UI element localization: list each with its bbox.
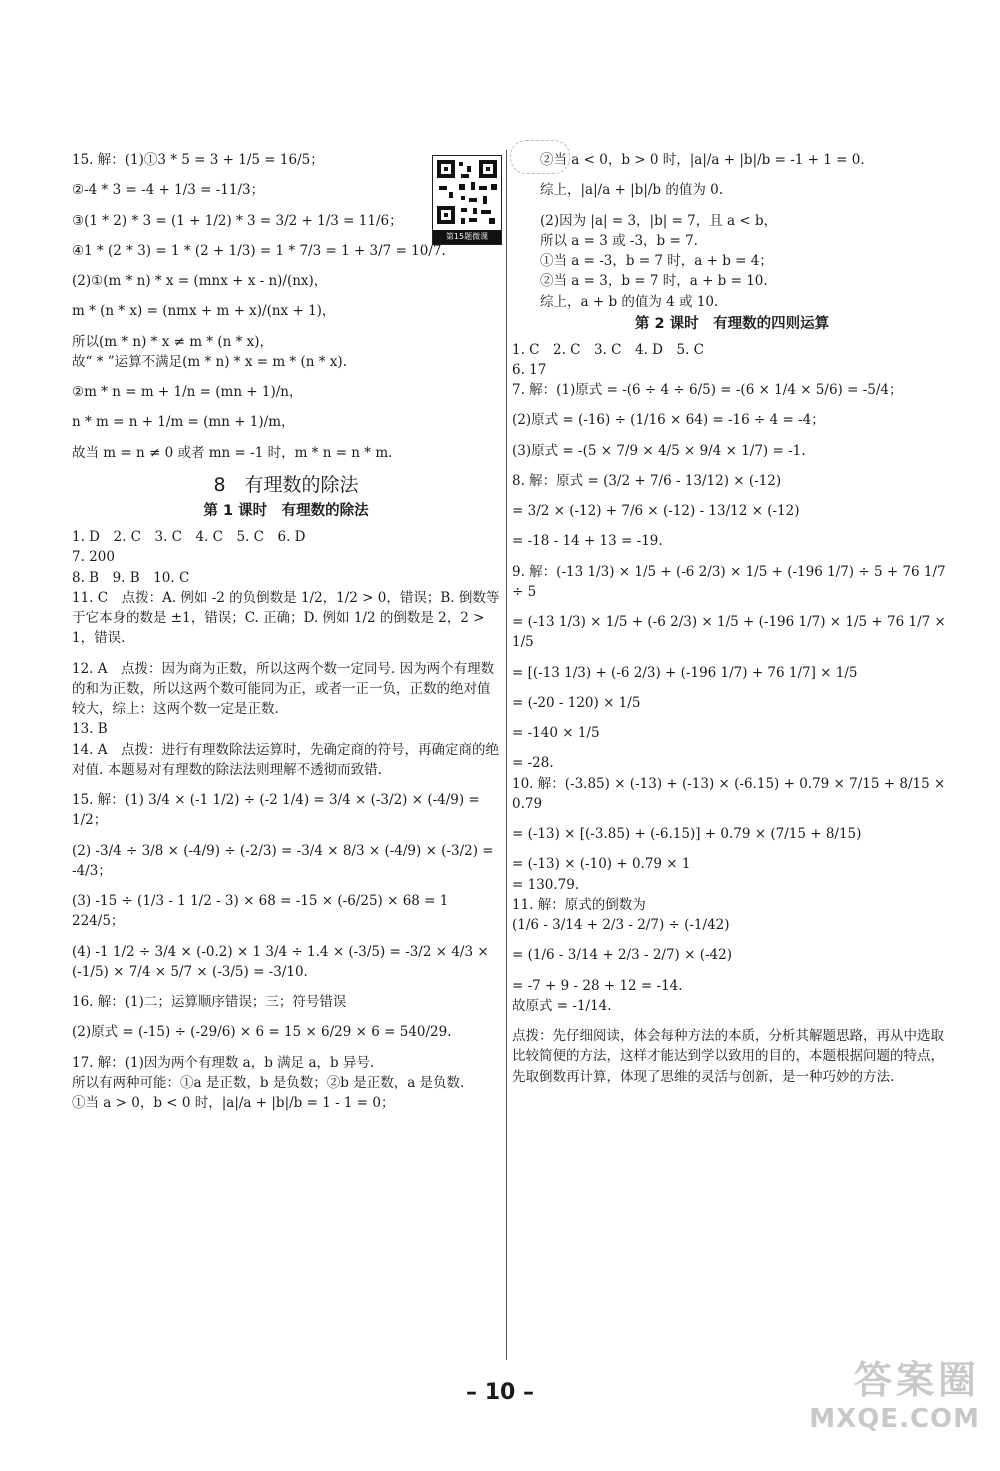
watermark-logo	[770, 1349, 980, 1459]
answer-line: 8. B 9. B 10. C	[72, 569, 190, 586]
section-title: 8 有理数的除法	[213, 473, 359, 496]
answer-line: = 130.79.	[512, 876, 580, 893]
watermark-top: 答案圈	[853, 1358, 980, 1402]
answer-line: = -18 - 14 + 13 = -19.	[512, 533, 663, 550]
answer-line: = (-13) × (-10) + 0.79 × 1	[512, 856, 691, 873]
answer-line: (3) -15 ÷ (1/3 - 1 1/2 - 3) × 68 = -15 × (-6/25) × 68 = 1 224/5；	[72, 893, 449, 930]
text-line: ②当 a < 0，b > 0 时，|a|/a + |b|/b = -1 + 1 = 0.	[540, 152, 865, 168]
text-line: 综上，|a|/a + |b|/b 的值为 0.	[540, 182, 724, 199]
answer-line: = -28.	[512, 755, 554, 772]
answer-line: ①当 a > 0，b < 0 时，|a|/a + |b|/b = 1 - 1 = 0；	[72, 1095, 395, 1111]
answer-line: 1. C 2. C 3. C 4. D 5. C	[512, 341, 704, 358]
answer-line: = (-13 1/3) × 1/5 + (-6 2/3) × 1/5 + (-196 1/7) × 1/5 + 76 1/7 × 1/5	[512, 614, 946, 651]
lesson-title: 第 2 课时 有理数的四则运算	[634, 315, 830, 332]
column-divider	[506, 150, 507, 1360]
text-line: ②-4 * 3 = -4 + 1/3 = -11/3；	[72, 182, 265, 199]
text-line: 所以 a = 3 或 -3，b = 7.	[540, 232, 698, 249]
answer-line: = -140 × 1/5	[512, 725, 600, 741]
answer-line: 所以有两种可能：①a 是正数，b 是负数；②b 是正数，a 是负数.	[72, 1074, 465, 1091]
text-line: ②当 a = 3，b = 7 时，a + b = 10.	[540, 273, 768, 290]
text-line: 故“ * ”运算不满足(m * n) * x = m * (n * x).	[72, 353, 347, 370]
answer-line: = [(-13 1/3) + (-6 2/3) + (-196 1/7) + 76 1/7] × 1/5	[512, 664, 858, 681]
answer-line: = (-13) × [(-3.85) + (-6.15)] + 0.79 × (7/15 + 8/15)	[512, 826, 862, 842]
text-line: m * (n * x) = (nmx + m + x)/(nx + 1)，	[72, 303, 336, 320]
answer-line: 1. D 2. C 3. C 4. C 5. C 6. D	[72, 529, 306, 545]
text-line: 所以(m * n) * x ≠ m * (n * x)，	[72, 333, 274, 350]
answer-line: 13. B	[72, 721, 108, 738]
answer-line: (4) -1 1/2 ÷ 3/4 × (-0.2) × 1 3/4 ÷ 1.4 × (-3/5) = -3/2 × 4/3 × (-1/5) × 7/4 × 5/7 × (-3/5) = -3/10.	[72, 943, 489, 980]
text-line: (2)因为 |a| = 3，|b| = 7，且 a < b，	[540, 212, 778, 229]
answer-line: 6. 17	[512, 361, 547, 378]
answer-line: 7. 200	[72, 549, 115, 566]
answer-line: = 3/2 × (-12) + 7/6 × (-12) - 13/12 × (-12)	[512, 503, 800, 519]
answer-line: = (1/6 - 3/14 + 2/3 - 2/7) × (-42)	[512, 947, 732, 964]
text-line: 15. 解：(1)①3 * 5 = 3 + 1/5 = 16/5；	[72, 152, 324, 168]
answer-line: (2)原式 = (-16) ÷ (1/16 × 64) = -16 ÷ 4 = -4；	[512, 412, 825, 429]
text-line: (2)①(m * n) * x = (mnx + x - n)/(nx)，	[72, 273, 328, 289]
answer-line: 11. C 点拨：A. 例如 -2 的负倒数是 1/2，1/2 > 0，错误；B. 倒数等于它本身的数是 ±1，错误；C. 正确；D. 例如 1/2 的倒数是 2，2 > 1，错误.	[72, 589, 500, 647]
text-line: 故当 m = n ≠ 0 或者 mn = -1 时，m * n = n * m.	[72, 444, 393, 461]
text-line: ④1 * (2 * 3) = 1 * (2 + 1/3) = 1 * 7/3 = 1 + 3/7 = 10/7.	[72, 242, 446, 259]
answer-line: = -7 + 9 - 28 + 12 = -14.	[512, 977, 683, 994]
answer-line: 点拨：先仔细阅读，体会每种方法的本质，分析其解题思路，再从中选取比较简便的方法，这样才能达到学以致用的目的，本题根据问题的特点，先取倒数再计算，体现了思维的灵活与创新，是一种巧妙的方法.	[512, 1028, 944, 1085]
answer-line: 14. A 点拨：进行有理数除法运算时，先确定商的符号，再确定商的绝对值. 本题易对有理数的除法法则理解不透彻而致错.	[72, 741, 500, 778]
answer-line: 7. 解：(1)原式 = -(6 ÷ 4 ÷ 6/5) = -(6 × 1/4 × 5/6) = -5/4；	[512, 382, 903, 398]
answer-line: 16. 解：(1)二；运算顺序错误；三；符号错误	[72, 994, 347, 1010]
qr-caption: 第15题微课	[433, 230, 501, 244]
right-column	[512, 150, 952, 1087]
answer-line: 11. 解：原式的倒数为	[512, 896, 646, 913]
answer-line: = (-20 - 120) × 1/5	[512, 694, 641, 711]
answer-line: 12. A 点拨：因为商为正数，所以这两个数一定同号. 因为两个有理数的和为正数，所以这两个数可能同为正，或者一正一负，正数的绝对值较大，综上：这两个数一定是正数.	[72, 660, 495, 717]
text-line: n * m = n + 1/m = (mn + 1)/m，	[72, 414, 295, 431]
text-line: ③(1 * 2) * 3 = (1 + 1/2) * 3 = 3/2 + 1/3 = 11/6；	[72, 212, 403, 229]
answer-line: (1/6 - 3/14 + 2/3 - 2/7) ÷ (-1/42)	[512, 917, 730, 933]
left-column	[72, 150, 500, 1113]
lesson-title: 第 1 课时 有理数的除法	[203, 503, 369, 520]
text-line: ②m * n = m + 1/n = (mn + 1)/n，	[72, 384, 303, 400]
watermark-bottom: MXQE.COM	[809, 1404, 980, 1434]
answer-line: 17. 解：(1)因为两个有理数 a，b 满足 a，b 异号.	[72, 1054, 375, 1071]
answer-line: (2) -3/4 ÷ 3/8 × (-4/9) ÷ (-2/3) = -3/4 × 8/3 × (-4/9) × (-3/2) = -4/3；	[72, 842, 494, 879]
answer-line: 故原式 = -1/14.	[512, 997, 612, 1014]
answer-line: 8. 解：原式 = (3/2 + 7/6 - 13/12) × (-12)	[512, 472, 782, 489]
answer-line: 9. 解：(-13 1/3) × 1/5 + (-6 2/3) × 1/5 + (-196 1/7) ÷ 5 + 76 1/7 ÷ 5	[512, 563, 946, 600]
answer-line: 10. 解：(-3.85) × (-13) + (-13) × (-6.15) + 0.79 × 7/15 + 8/15 × 0.79	[512, 775, 946, 812]
page-number: – 10 –	[466, 1380, 534, 1405]
answer-line: (3)原式 = -(5 × 7/9 × 4/5 × 9/4 × 1/7) = -1.	[512, 442, 806, 459]
text-line: ①当 a = -3，b = 7 时，a + b = 4；	[540, 253, 773, 269]
answer-line: 15. 解：(1) 3/4 × (-1 1/2) ÷ (-2 1/4) = 3/4 × (-3/2) × (-4/9) = 1/2；	[72, 792, 480, 829]
text-line: 综上，a + b 的值为 4 或 10.	[540, 293, 719, 310]
answer-line: (2)原式 = (-15) ÷ (-29/6) × 6 = 15 × 6/29 × 6 = 540/29.	[72, 1024, 452, 1041]
